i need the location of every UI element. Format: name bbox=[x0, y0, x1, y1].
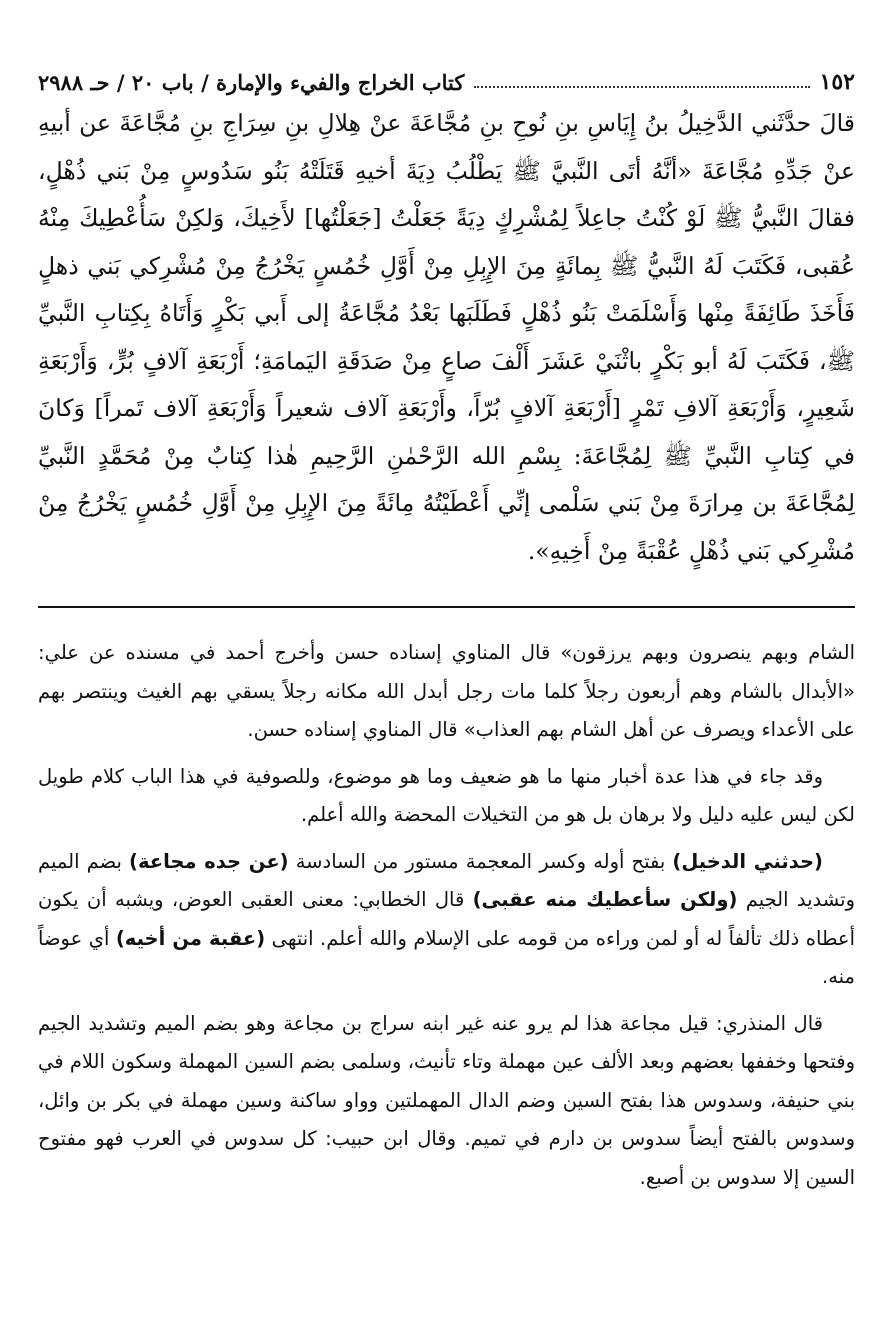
text-segment: قال الخطابي: معنى العقبى العوض، ويشبه أن يكون أعطاه ذلك تألفاً له أو لمن وراءه من قومه على الإسلام والله أعلم. انتهى bbox=[38, 888, 855, 950]
commentary-paragraph-2: وقد جاء في هذا عدة أخبار منها ما هو ضعيف وما هو موضوع، وللصوفية في هذا الباب كلام طويل لكن ليس عليه دليل ولا برهان بل هو من التخيلات المحضة والله أعلم. bbox=[38, 764, 855, 826]
text-segment: بفتح أوله وكسر المعجمة مستور من السادسة bbox=[288, 849, 673, 873]
header-dotted-leader bbox=[474, 85, 809, 88]
term-jaddihi: (عن جده مجاعة) bbox=[129, 849, 289, 873]
text-segment: بضم الميم وتشديد الجيم bbox=[38, 849, 856, 911]
page-header bbox=[38, 55, 855, 95]
footnote-divider bbox=[38, 606, 855, 608]
commentary-paragraph-4: قال المنذري: قيل مجاعة هذا لم يرو عنه غير ابنه سراج بن مجاعة وهو بضم الميم وتشديد الجيم وفتحها وخففها بعضهم وبعد الألف عين مهملة وتاء تأنيث، وسلمى بضم السين المهملة وسكون اللام في بني حنيفة، وسدوس هذا بفتح السين وضم الدال المهملتين وواو ساكنة وسين مهملة في بكر بن وائل، وسدوس بالفتح أيضاً سدوس بن دارم في تميم. وقال ابن حبيب: كل سدوس في العرب فهو مفتوح السين إلا سدوس بن أصبع. bbox=[38, 1011, 855, 1189]
commentary-paragraph-1: الشام وبهم ينصرون وبهم يرزقون» قال المناوي إسناده حسن وأخرج أحمد في مسنده عن علي: «الأبدال بالشام وهم أربعون رجلاً كلما مات رجل أبدل الله مكانه رجلاً يسقي بهم الغيث وينتصر بهم على الأعداء ويصرف عن أهل الشام بهم العذاب» قال المناوي إسناده حسن. bbox=[38, 641, 855, 741]
commentary-block bbox=[38, 634, 855, 1205]
hadith-text-block bbox=[38, 100, 855, 575]
hadith-paragraph: قالَ حدَّثَني الدَّخِيلُ بنُ إِيَاسِ بنِ نُوحِ بنِ مُجَّاعَةَ عنْ هِلالِ بنِ سِرَاجِ بنِ مُجَّاعَةَ عن أبيهِ عنْ جَدِّهِ مُجَّاعَةَ «أنَّهُ أتَى النَّبيَّ ﷺ يَطْلُبُ دِيَةَ أخيهِ قَتَلَتْهُ بَنُو سَدُوسٍ مِنْ بَني ذُهْلٍ، فقالَ النَّبيُّ ﷺ لَوْ كُنْتُ جاعِلاً لِمُشْرِكٍ دِيَةً جَعَلْتُ [جَعَلْتُها] لأَخِيكَ، وَلكِنْ سَأُعْطِيكَ مِنْهُ عُقبى، فَكَتَبَ لَهُ النَّبيُّ ﷺ بِمائَةٍ مِنَ الإِبِلِ مِنْ أَوَّلِ خُمُسٍ يَخْرُجُ مِنْ مُشْرِكي بَني ذهلٍ فَأَخَذَ طَائِفَةً مِنْها وَأَسْلَمَتْ بَنُو ذُهْلٍ فَطَلَبَها بَعْدُ مُجَّاعَةُ إلى أَبي بَكْرٍ وَأَتَاهُ بِكِتابِ النَّبيِّ ﷺ، فَكَتَبَ لَهُ أبو بَكْرٍ باثْنَيْ عَشَرَ أَلْفَ صاعٍ مِنْ صَدَقَةِ اليَمامَةِ؛ أَرْبَعَةِ آلافٍ بُرٍّ، وَأَرْبَعَةِ شَعِيرٍ، وَأَرْبَعَةِ آلافِ تَمْرٍ [أَرْبَعَةِ آلافٍ بُرّاً، وأَرْبَعَةِ آلاف شعيراً وَأَرْبَعَةِ آلاف تَمراً] وَكانَ في كِتابِ النَّبيِّ ﷺ لِمُجَّاعَةَ: بِسْمِ الله الرَّحْمٰنِ الرَّحِيمِ هٰذا كِتابٌ مِنْ مُحَمَّدٍ النَّبيِّ لِمُجَّاعَةَ بن مِرارَةَ مِنْ بَني سَلْمى إنِّي أَعْطَيْتُهُ مِائَةً مِنَ الإِبِلِ مِنْ أَوَّلِ خُمُسٍ يَخْرُجُ مِنْ مُشْرِكي بَني ذُهْلٍ عُقْبَةً مِنْ أَخِيهِ». bbox=[38, 109, 855, 565]
commentary-paragraph-3 bbox=[38, 843, 855, 997]
term-uqbatan: (عقبة من أخيه) bbox=[115, 926, 266, 950]
text-segment: أي عوضاً منه. bbox=[38, 926, 855, 988]
page-number: ١٥٢ bbox=[819, 69, 855, 95]
term-uqba: (ولكن سأعطيك منه عقبى) bbox=[472, 888, 738, 911]
term-dakhil: (حدثني الدخيل) bbox=[672, 849, 823, 873]
chapter-title: كتاب الخراج والفيء والإمارة / باب ٢٠ / حـ ٢٩٨٨ bbox=[38, 70, 465, 95]
